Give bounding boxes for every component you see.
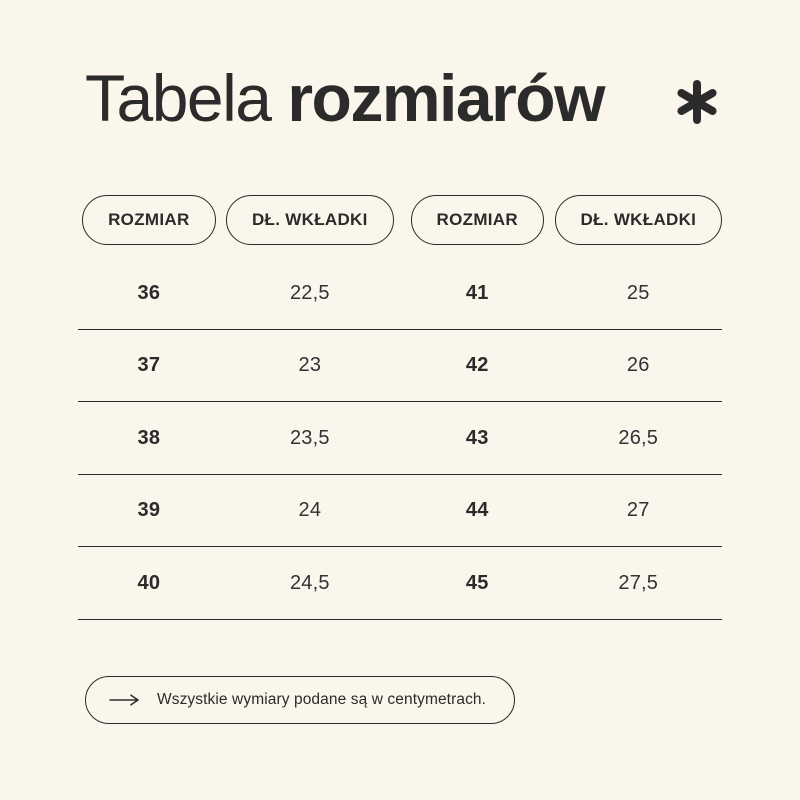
table-row	[78, 475, 722, 548]
insole-length-cell: 25	[626, 281, 650, 304]
size-cell: 43	[465, 426, 489, 449]
insole-length-cell: 23	[298, 354, 322, 377]
note-pill	[85, 676, 515, 724]
insole-length-cell: 23,5	[289, 426, 330, 449]
header-cell	[220, 195, 400, 245]
size-cell: 44	[465, 499, 489, 522]
insole-length-cell: 24	[298, 499, 322, 522]
size-cell: 39	[137, 499, 161, 522]
size-cell: 40	[137, 571, 161, 594]
size-cell: 45	[465, 571, 489, 594]
footer	[85, 676, 715, 724]
insole-length-cell: 26,5	[618, 426, 659, 449]
size-cell: 38	[137, 426, 161, 449]
header-cell	[555, 195, 722, 245]
insole-length-cell: 27,5	[618, 571, 659, 594]
size-cell: 37	[137, 354, 161, 377]
insole-length-cell: 22,5	[289, 281, 330, 304]
column-header-pill-rozmiar-right: ROZMIAR	[411, 195, 544, 245]
table-row	[78, 330, 722, 403]
table-header-row	[78, 195, 722, 245]
column-header-pill-wkladka-right: DŁ. WKŁADKI	[555, 195, 723, 245]
title-bold: rozmiarów	[287, 61, 604, 135]
arrow-right-icon	[108, 693, 140, 707]
asterisk-icon	[674, 79, 720, 125]
title-regular: Tabela	[85, 61, 271, 135]
header-cell	[400, 195, 555, 245]
size-cell: 42	[465, 354, 489, 377]
size-cell: 36	[137, 281, 161, 304]
table-row	[78, 402, 722, 475]
insole-length-cell: 26	[626, 354, 650, 377]
column-header-pill-wkladka-left: DŁ. WKŁADKI	[226, 195, 394, 245]
table-row	[78, 547, 722, 620]
insole-length-cell: 27	[626, 499, 650, 522]
size-table	[78, 257, 722, 620]
page-title	[85, 61, 604, 135]
header-cell	[78, 195, 220, 245]
table-row	[78, 257, 722, 330]
header	[85, 61, 720, 135]
insole-length-cell: 24,5	[289, 571, 330, 594]
note-text: Wszystkie wymiary podane są w centymetrach.	[157, 690, 487, 708]
size-cell: 41	[465, 281, 489, 304]
column-header-pill-rozmiar-left: ROZMIAR	[82, 195, 215, 245]
